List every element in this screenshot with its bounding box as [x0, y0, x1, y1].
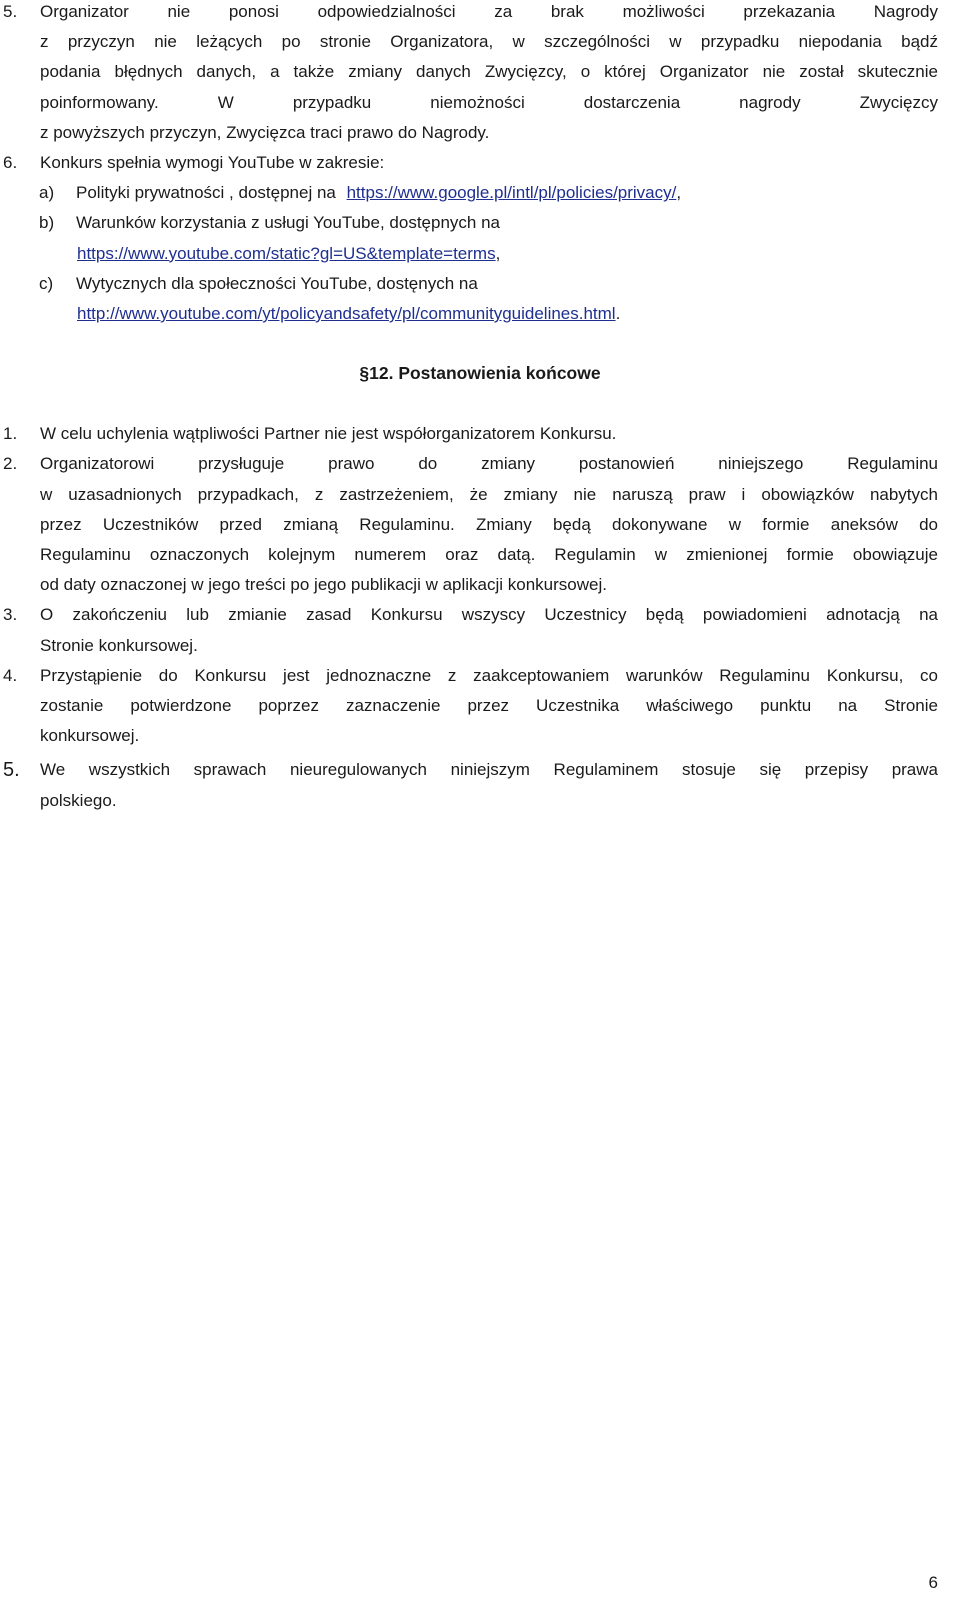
list-item-final-5 [0, 755, 960, 815]
link-line [0, 299, 938, 329]
text-line: podania błędnych danych, a także zmiany danych Zwycięzcy, o której Organizator nie został skutecznie [40, 62, 938, 82]
sublist-text: Wytycznych dla społeczności YouTube, dostęnych na [76, 273, 478, 293]
punctuation: , [495, 243, 501, 263]
sublist-text: Polityki prywatności , dostępnej na [76, 183, 336, 203]
sublist-item-c [0, 269, 938, 299]
text-line: Regulaminu oznaczonych kolejnym numerem oraz datą. Regulamin w zmienionej formie obowiązuje [40, 545, 938, 565]
sublist-letter: c) [39, 273, 54, 293]
privacy-policy-link[interactable]: https://www.google.pl/intl/pl/policies/privacy/ [346, 183, 677, 203]
text-line: Przystąpienie do Konkursu jest jednoznaczne z zaakceptowaniem warunków Regulaminu Konkursu, co [40, 665, 938, 685]
punctuation: . [615, 304, 621, 324]
item-number: 6. [3, 153, 18, 173]
item-text: Konkurs spełnia wymogi YouTube w zakresie: [40, 153, 385, 173]
sublist-item-a [0, 178, 938, 208]
text-line: Organizator nie ponosi odpowiedzialności za brak możliwości przekazania Nagrody [40, 2, 938, 21]
text-line: z powyższych przyczyn, Zwycięzca traci prawo do Nagrody. [40, 122, 490, 142]
text-line: Stronie konkursowej. [40, 635, 198, 655]
item-number: 3. [3, 605, 18, 625]
text-line: od daty oznaczonej w jego treści po jego publikacji w aplikacji konkursowej. [40, 575, 607, 595]
list-item-6 [0, 148, 960, 178]
item-number: 1. [3, 424, 18, 444]
punctuation: , [676, 183, 682, 203]
section-heading: §12. Postanowienia końcowe [359, 363, 601, 384]
item-number: 5. [3, 2, 18, 21]
page-number: 6 [928, 1573, 938, 1592]
terms-of-service-link[interactable]: https://www.youtube.com/static?gl=US&template=terms [77, 243, 496, 263]
text-line: polskiego. [40, 790, 117, 810]
sublist-letter: b) [39, 213, 55, 233]
text-line: O zakończeniu lub zmianie zasad Konkursu wszyscy Uczestnicy będą powiadomieni adnotacją na [40, 605, 938, 625]
text-line: zostanie potwierdzone poprzez zaznaczenie przez Uczestnika właściwego punktu na Stronie [40, 696, 938, 716]
text-line: konkursowej. [40, 726, 140, 746]
text-line: Organizatorowi przysługuje prawo do zmiany postanowień niniejszego Regulaminu [40, 454, 938, 474]
item-number: 2. [3, 454, 18, 474]
list-item-final-1 [0, 419, 960, 449]
list-item-final-3 [0, 600, 960, 660]
text-line: z przyczyn nie leżących po stronie Organizatora, w szczególności w przypadku niepodania bądź [40, 32, 938, 52]
community-guidelines-link[interactable]: http://www.youtube.com/yt/policyandsafety/pl/communityguidelines.html [77, 304, 616, 324]
item-number: 5. [3, 759, 20, 782]
text-line: w uzasadnionych przypadkach, z zastrzeżeniem, że zmiany nie naruszą praw i obowiązków nabytych [40, 484, 938, 504]
item-number: 4. [3, 665, 18, 685]
link-line [0, 239, 938, 269]
text-line: We wszystkich sprawach nieuregulowanych niniejszym Regulaminem stosuje się przepisy prawa [40, 760, 938, 780]
sublist-text: Warunków korzystania z usługi YouTube, dostępnych na [76, 213, 500, 233]
text-line: poinformowany. W przypadku niemożności dostarczenia nagrody Zwycięzcy [40, 92, 938, 112]
text-line: W celu uchylenia wątpliwości Partner nie jest współorganizatorem Konkursu. [40, 424, 617, 444]
list-item-final-2 [0, 449, 960, 600]
sublist-item-b [0, 208, 938, 238]
text-line: przez Uczestników przed zmianą Regulaminu. Zmiany będą dokonywane w formie aneksów do [40, 514, 938, 534]
sublist [0, 178, 960, 329]
list-item-5 [0, 0, 960, 148]
sublist-letter: a) [39, 183, 55, 203]
list-item-final-4 [0, 661, 960, 752]
